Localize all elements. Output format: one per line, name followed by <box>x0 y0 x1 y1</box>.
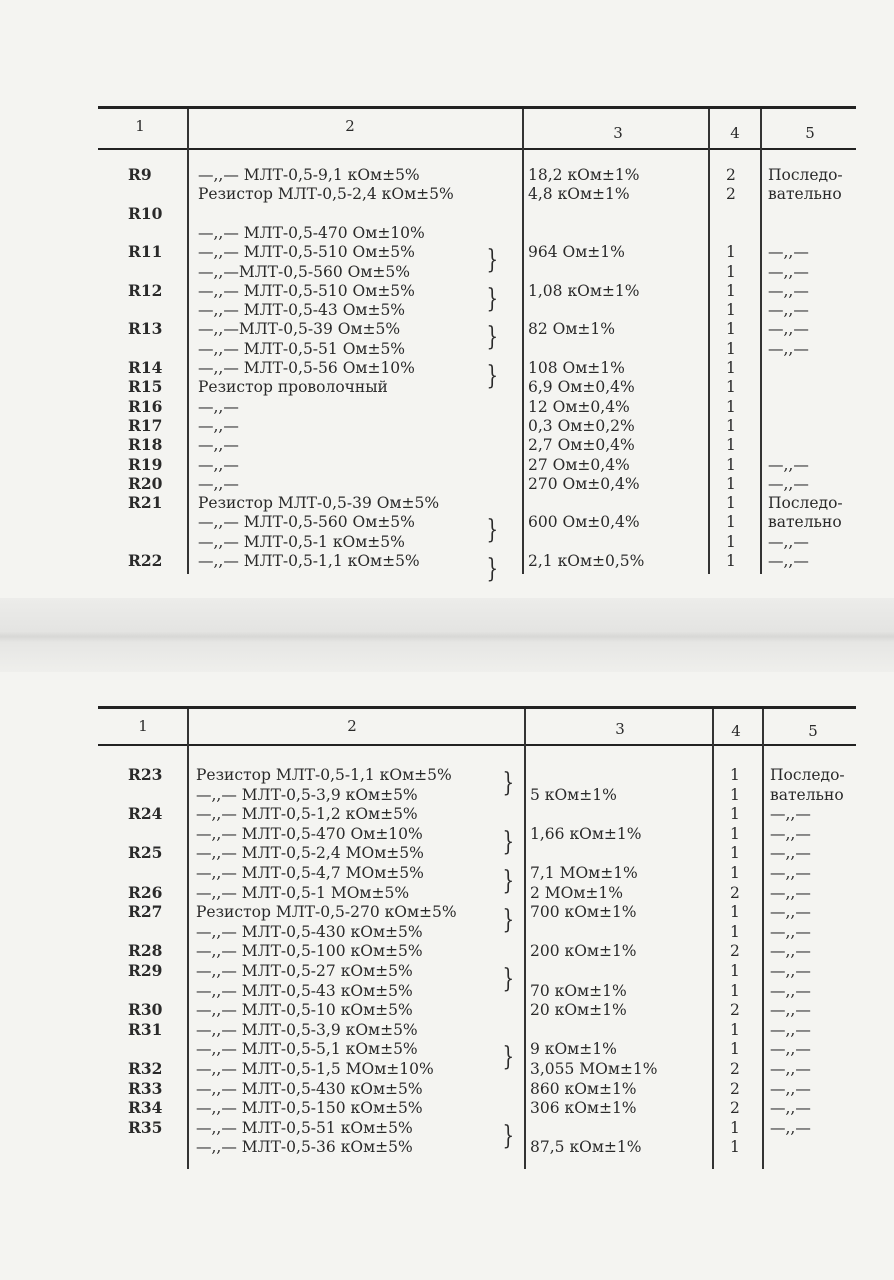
row-note: —,,— <box>768 301 809 320</box>
header-col-4: 4 <box>731 722 741 740</box>
row-note: —,,— <box>770 1040 811 1059</box>
row-value: 200 кОм±1% <box>530 942 637 961</box>
row-designator: R33 <box>128 1078 163 1098</box>
row-designator: R34 <box>128 1098 163 1118</box>
row-quantity: 2 <box>730 1099 740 1118</box>
row-component: —,,—МЛТ-0,5-560 Ом±5% <box>198 262 410 281</box>
header-col-2: 2 <box>345 117 355 135</box>
row-value: 18,2 кОм±1% <box>528 166 640 184</box>
row-note: —,,— <box>770 864 811 882</box>
row-designator: R27 <box>128 902 163 922</box>
row-component: —,,— МЛТ-0,5-1,1 кОм±5% <box>198 552 420 570</box>
row-value: 27 Ом±0,4% <box>528 455 630 474</box>
row-designator: R9 <box>128 165 152 184</box>
row-note: —,,— <box>770 824 811 843</box>
row-value: 5 кОм±1% <box>530 785 617 804</box>
row-note: —,,— <box>770 1099 811 1118</box>
row-note: Последо- <box>768 166 843 184</box>
column-rule <box>712 709 714 1169</box>
row-value: 2,7 Ом±0,4% <box>528 436 635 455</box>
row-value: 964 Ом±1% <box>528 243 625 262</box>
row-value: 306 кОм±1% <box>530 1099 637 1118</box>
group-brace: } <box>486 245 499 276</box>
group-brace: } <box>502 964 515 994</box>
row-value: 0,3 Ом±0,2% <box>528 416 635 435</box>
row-component: —,,— МЛТ-0,5-4,7 МОм±5% <box>196 864 424 882</box>
row-designator: R17 <box>128 415 163 435</box>
row-quantity: 1 <box>726 494 736 513</box>
row-quantity: 1 <box>726 532 736 551</box>
row-value: 70 кОм±1% <box>530 981 627 1000</box>
row-note: —,,— <box>770 1079 811 1098</box>
row-quantity: 1 <box>730 824 740 843</box>
header-bottom-rule <box>98 744 856 746</box>
row-quantity: 1 <box>726 281 736 300</box>
row-value: 700 кОм±1% <box>530 903 637 922</box>
row-designator: R23 <box>128 765 163 784</box>
row-component: —,,— МЛТ-0,5-9,1 кОм±5% <box>198 166 420 184</box>
row-quantity: 1 <box>726 378 736 397</box>
row-value: 6,9 Ом±0,4% <box>528 378 635 397</box>
row-component: —,,— МЛТ-0,5-43 кОм±5% <box>196 981 413 1000</box>
row-note: —,,— <box>770 805 811 824</box>
row-value: 270 Ом±0,4% <box>528 474 640 493</box>
row-designator: R29 <box>128 961 163 980</box>
header-col-1: 1 <box>135 117 145 135</box>
row-component: —,,— <box>198 416 239 435</box>
row-designator: R32 <box>128 1059 163 1078</box>
group-brace: } <box>486 283 499 314</box>
row-value: 860 кОм±1% <box>530 1079 637 1098</box>
row-quantity: 1 <box>726 552 736 570</box>
row-quantity: 2 <box>730 942 740 961</box>
row-value: 1,66 кОм±1% <box>530 824 642 843</box>
row-quantity: 1 <box>726 243 736 262</box>
group-brace: } <box>486 515 499 546</box>
row-note: —,,— <box>768 262 809 281</box>
row-designator: R24 <box>128 804 163 824</box>
row-quantity: 1 <box>730 864 740 882</box>
row-component: Резистор МЛТ-0,5-2,4 кОм±5% <box>198 185 454 204</box>
row-value: 2 МОм±1% <box>530 883 623 902</box>
row-note: —,,— <box>770 844 811 863</box>
row-designator: R26 <box>128 882 163 902</box>
header-col-5: 5 <box>805 124 815 142</box>
row-note: —,,— <box>770 962 811 980</box>
row-component: —,,— МЛТ-0,5-3,9 кОм±5% <box>196 785 418 804</box>
row-note: —,,— <box>768 320 809 339</box>
row-designator: R14 <box>128 358 163 377</box>
group-brace: } <box>486 322 499 353</box>
row-quantity: 1 <box>726 320 736 339</box>
row-note: —,,— <box>770 883 811 902</box>
row-component: —,,— МЛТ-0,5-470 Ом±10% <box>198 223 425 242</box>
row-designator: R12 <box>128 280 163 300</box>
row-component: —,,— <box>198 397 239 416</box>
row-quantity: 1 <box>726 397 736 416</box>
header-col-2: 2 <box>347 717 357 735</box>
row-note: Последо- <box>768 494 843 513</box>
row-component: —,,— МЛТ-0,5-56 Ом±10% <box>198 359 415 377</box>
row-value: 2,1 кОм±0,5% <box>528 552 645 570</box>
row-note: вательно <box>768 185 842 204</box>
row-component: —,,— МЛТ-0,5-51 Ом±5% <box>198 339 406 358</box>
row-value: 87,5 кОм±1% <box>530 1138 642 1157</box>
row-component: —,,— МЛТ-0,5-10 кОм±5% <box>196 1001 413 1020</box>
row-quantity: 1 <box>726 339 736 358</box>
row-component: —,,— МЛТ-0,5-510 Ом±5% <box>198 281 415 300</box>
row-designator: R20 <box>128 473 163 493</box>
column-rule <box>187 709 189 1169</box>
row-note: —,,— <box>768 532 809 551</box>
row-component: —,,— МЛТ-0,5-560 Ом±5% <box>198 513 415 532</box>
row-designator: R30 <box>128 1000 163 1020</box>
row-note: —,,— <box>768 339 809 358</box>
row-note: вательно <box>768 513 842 532</box>
row-quantity: 1 <box>730 1020 740 1039</box>
row-component: Резистор МЛТ-0,5-39 Ом±5% <box>198 494 440 513</box>
row-note: —,,— <box>770 903 811 922</box>
row-component: —,,— МЛТ-0,5-1 кОм±5% <box>198 532 405 551</box>
group-brace: } <box>486 361 499 391</box>
row-quantity: 1 <box>730 766 740 784</box>
row-designator: R10 <box>128 203 163 223</box>
row-quantity: 1 <box>726 301 736 320</box>
row-value: 4,8 кОм±1% <box>528 185 630 204</box>
row-quantity: 1 <box>726 262 736 281</box>
row-designator: R22 <box>128 551 163 570</box>
row-component: —,,— МЛТ-0,5-43 Ом±5% <box>198 301 406 320</box>
row-designator: R28 <box>128 941 163 961</box>
row-value: 20 кОм±1% <box>530 1001 627 1020</box>
row-value: 3,055 МОм±1% <box>530 1060 658 1078</box>
row-component: —,,— МЛТ-0,5-100 кОм±5% <box>196 942 423 961</box>
row-note: —,,— <box>770 1020 811 1039</box>
table-top-rule <box>98 706 856 709</box>
row-component: —,,— МЛТ-0,5-2,4 МОм±5% <box>196 844 424 863</box>
row-designator: R21 <box>128 493 163 513</box>
row-component: —,,— МЛТ-0,5-510 Ом±5% <box>198 243 415 262</box>
header-col-1: 1 <box>138 717 148 735</box>
row-quantity: 1 <box>730 1040 740 1059</box>
row-quantity: 2 <box>726 185 736 204</box>
row-designator: R15 <box>128 377 163 397</box>
row-quantity: 1 <box>730 844 740 863</box>
row-note: —,,— <box>770 1118 811 1137</box>
row-note: —,,— <box>770 981 811 1000</box>
row-component: —,,— МЛТ-0,5-150 кОм±5% <box>196 1099 423 1118</box>
group-brace: } <box>502 866 515 896</box>
row-note: —,,— <box>770 922 811 941</box>
row-designator: R18 <box>128 435 163 455</box>
header-col-3: 3 <box>615 720 625 738</box>
row-quantity: 2 <box>730 1079 740 1098</box>
row-note: —,,— <box>770 1001 811 1020</box>
group-brace: } <box>486 554 499 584</box>
row-designator: R13 <box>128 319 163 339</box>
row-component: —,,— МЛТ-0,5-51 кОм±5% <box>196 1118 413 1137</box>
group-brace: } <box>502 905 515 936</box>
row-note: —,,— <box>770 942 811 961</box>
row-quantity: 1 <box>726 359 736 377</box>
row-quantity: 1 <box>730 922 740 941</box>
row-note: —,,— <box>768 455 809 474</box>
row-note: —,,— <box>768 281 809 300</box>
row-quantity: 2 <box>730 1001 740 1020</box>
row-note: —,,— <box>770 1060 811 1078</box>
row-quantity: 1 <box>730 805 740 824</box>
row-value: 82 Ом±1% <box>528 320 615 339</box>
row-component: —,,— <box>198 474 239 493</box>
header-col-4: 4 <box>730 124 740 142</box>
row-designator: R19 <box>128 454 163 474</box>
row-component: —,,— МЛТ-0,5-1 МОм±5% <box>196 883 410 902</box>
row-component: —,,— <box>198 455 239 474</box>
row-quantity: 1 <box>726 474 736 493</box>
row-component: Резистор проволочный <box>198 378 388 397</box>
row-quantity: 2 <box>726 166 736 184</box>
row-quantity: 1 <box>730 1118 740 1137</box>
row-note: —,,— <box>768 243 809 262</box>
row-note: Последо- <box>770 766 845 784</box>
row-component: —,,— МЛТ-0,5-430 кОм±5% <box>196 1079 423 1098</box>
row-component: —,,— МЛТ-0,5-36 кОм±5% <box>196 1138 413 1157</box>
row-designator: R31 <box>128 1019 163 1039</box>
group-brace: } <box>502 1120 515 1151</box>
row-designator: R35 <box>128 1117 163 1137</box>
row-quantity: 1 <box>726 513 736 532</box>
group-brace: } <box>502 826 515 857</box>
row-component: —,,— МЛТ-0,5-3,9 кОм±5% <box>196 1020 418 1039</box>
row-component: Резистор МЛТ-0,5-1,1 кОм±5% <box>196 766 452 784</box>
row-component: —,,— <box>198 436 239 455</box>
column-rule <box>524 709 526 1169</box>
row-value: 1,08 кОм±1% <box>528 281 640 300</box>
row-value: 9 кОм±1% <box>530 1040 617 1059</box>
row-component: Резистор МЛТ-0,5-270 кОм±5% <box>196 903 457 922</box>
row-quantity: 1 <box>730 785 740 804</box>
header-col-5: 5 <box>808 722 818 740</box>
row-quantity: 1 <box>730 903 740 922</box>
row-component: —,,— МЛТ-0,5-5,1 кОм±5% <box>196 1040 418 1059</box>
row-quantity: 2 <box>730 883 740 902</box>
row-value: 7,1 МОм±1% <box>530 864 638 882</box>
row-component: —,,— МЛТ-0,5-27 кОм±5% <box>196 962 413 980</box>
column-rule <box>762 709 764 1169</box>
row-value: 12 Ом±0,4% <box>528 397 630 416</box>
row-quantity: 1 <box>730 981 740 1000</box>
row-designator: R25 <box>128 843 163 863</box>
group-brace: } <box>502 1042 515 1073</box>
row-value: 108 Ом±1% <box>528 359 625 377</box>
row-designator: R16 <box>128 396 163 416</box>
row-note: вательно <box>770 785 844 804</box>
row-quantity: 1 <box>726 436 736 455</box>
row-component: —,,— МЛТ-0,5-430 кОм±5% <box>196 922 423 941</box>
row-designator: R11 <box>128 242 163 262</box>
row-note: —,,— <box>768 474 809 493</box>
header-col-3: 3 <box>613 124 623 142</box>
row-quantity: 1 <box>730 962 740 980</box>
row-component: —,,— МЛТ-0,5-1,5 МОм±10% <box>196 1060 434 1078</box>
group-brace: } <box>502 768 515 798</box>
row-component: —,,—МЛТ-0,5-39 Ом±5% <box>198 320 401 339</box>
row-quantity: 1 <box>726 455 736 474</box>
row-note: —,,— <box>768 552 809 570</box>
row-value: 600 Ом±0,4% <box>528 513 640 532</box>
row-quantity: 2 <box>730 1060 740 1078</box>
row-component: —,,— МЛТ-0,5-470 Ом±10% <box>196 824 423 843</box>
row-quantity: 1 <box>726 416 736 435</box>
row-quantity: 1 <box>730 1138 740 1157</box>
row-component: —,,— МЛТ-0,5-1,2 кОм±5% <box>196 805 418 824</box>
